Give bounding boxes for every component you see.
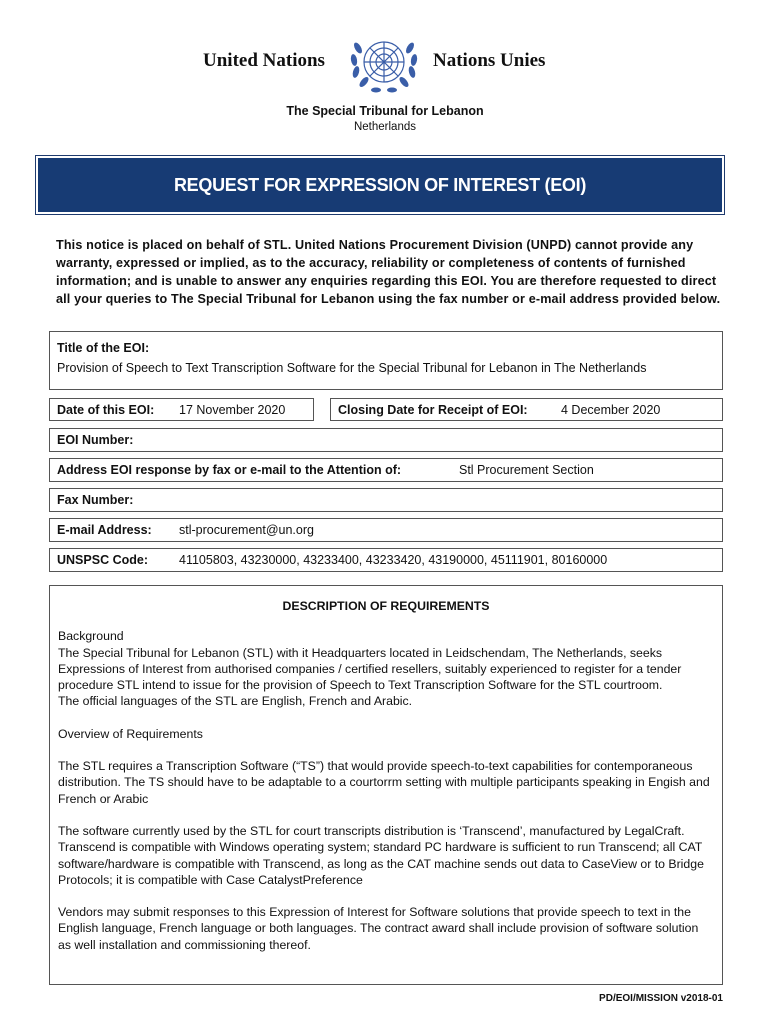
eoi-title-value: Provision of Speech to Text Transcription Software for the Special Tribunal for Lebanon in The Netherlands	[57, 361, 647, 375]
closing-date-box	[330, 398, 723, 421]
un-emblem-icon	[346, 30, 422, 98]
fax-label: Fax Number:	[57, 493, 134, 507]
tribunal-location: Netherlands	[353, 121, 416, 133]
current-software-text: The software currently used by the STL for court transcripts distribution is ‘Transcend’, manufactured by LegalCraft. Transcend is compatible with Windows operating system; standard PC hardware is sufficient to run Transcend; all CAT software/hardware is compatible with Transcend, as long as the CAT machine sends out data to CaseView or to Bridge Protocols; it is compatible with Case CatalystPreference	[58, 823, 704, 887]
title-banner	[35, 155, 725, 215]
header-org-french: Nations Unies	[433, 50, 546, 71]
vendors-text: Vendors may submit responses to this Expression of Interest for Software solutions that provide speech to text in the English language, French language or both languages. The contract award shall include provision of software solution as well installation and commissioning thereof.	[58, 905, 699, 952]
description-title: DESCRIPTION OF REQUIREMENTS	[282, 599, 490, 613]
unspsc-box	[49, 548, 723, 572]
closing-date-label: Closing Date for Receipt of EOI:	[338, 402, 528, 417]
address-box	[49, 458, 723, 482]
email-value[interactable]: stl-procurement@un.org	[179, 523, 314, 537]
email-box	[49, 518, 723, 542]
disclaimer-notice: This notice is placed on behalf of STL. United Nations Procurement Division (UNPD) cannot provide any warranty, expressed or implied, as to the accuracy, reliability or completeness of contents of furnished information; and is unable to answer any enquiries regarding this EOI. You are therefore requested to direct all your queries to The Special Tribunal for Lebanon using the fax number or e-mail address provided below.	[56, 238, 721, 306]
unspsc-value: 41105803, 43230000, 43233400, 43233420, 43190000, 45111901, 80160000	[179, 553, 608, 567]
languages-text: The official languages of the STL are English, French and Arabic.	[58, 694, 413, 709]
eoi-date-value: 17 November 2020	[179, 402, 286, 417]
eoi-number-box	[49, 428, 723, 452]
tribunal-name: The Special Tribunal for Lebanon	[286, 104, 484, 118]
banner-title: REQUEST FOR EXPRESSION OF INTEREST (EOI)	[38, 158, 722, 212]
background-heading: Background	[58, 629, 124, 644]
description-box	[49, 585, 723, 985]
eoi-title-label: Title of the EOI:	[57, 341, 150, 355]
eoi-number-label: EOI Number:	[57, 433, 134, 447]
form-code: PD/EOI/MISSION v2018-01	[599, 993, 723, 1004]
fax-box	[49, 488, 723, 512]
address-value: Stl Procurement Section	[459, 463, 594, 477]
header-org-english: United Nations	[203, 50, 325, 71]
eoi-title-box	[49, 331, 723, 390]
overview-heading: Overview of Requirements	[58, 726, 203, 741]
email-label: E-mail Address:	[57, 523, 152, 537]
closing-date-value: 4 December 2020	[561, 402, 661, 417]
overview-text: The STL requires a Transcription Software (“TS”) that would provide speech-to-text capabilities for contemporaneous distribution. The TS should have to be adaptable to a courtorrm setting with multiple participants speaking in Engish and French or Arabic	[58, 759, 710, 806]
unspsc-label: UNSPSC Code:	[57, 553, 148, 567]
eoi-date-box	[49, 398, 314, 421]
background-text: The Special Tribunal for Lebanon (STL) with it Headquarters located in Leidschendam, The Netherlands, seeks Expressions of Interest from authorised companies / certified resellers, suitably experienced to register for a tender procedure STL intend to issue for the provision of Speech to Text Transcription Software for the STL courtroom.	[58, 645, 682, 693]
eoi-date-label: Date of this EOI:	[57, 402, 155, 417]
address-label: Address EOI response by fax or e-mail to the Attention of:	[57, 463, 402, 477]
